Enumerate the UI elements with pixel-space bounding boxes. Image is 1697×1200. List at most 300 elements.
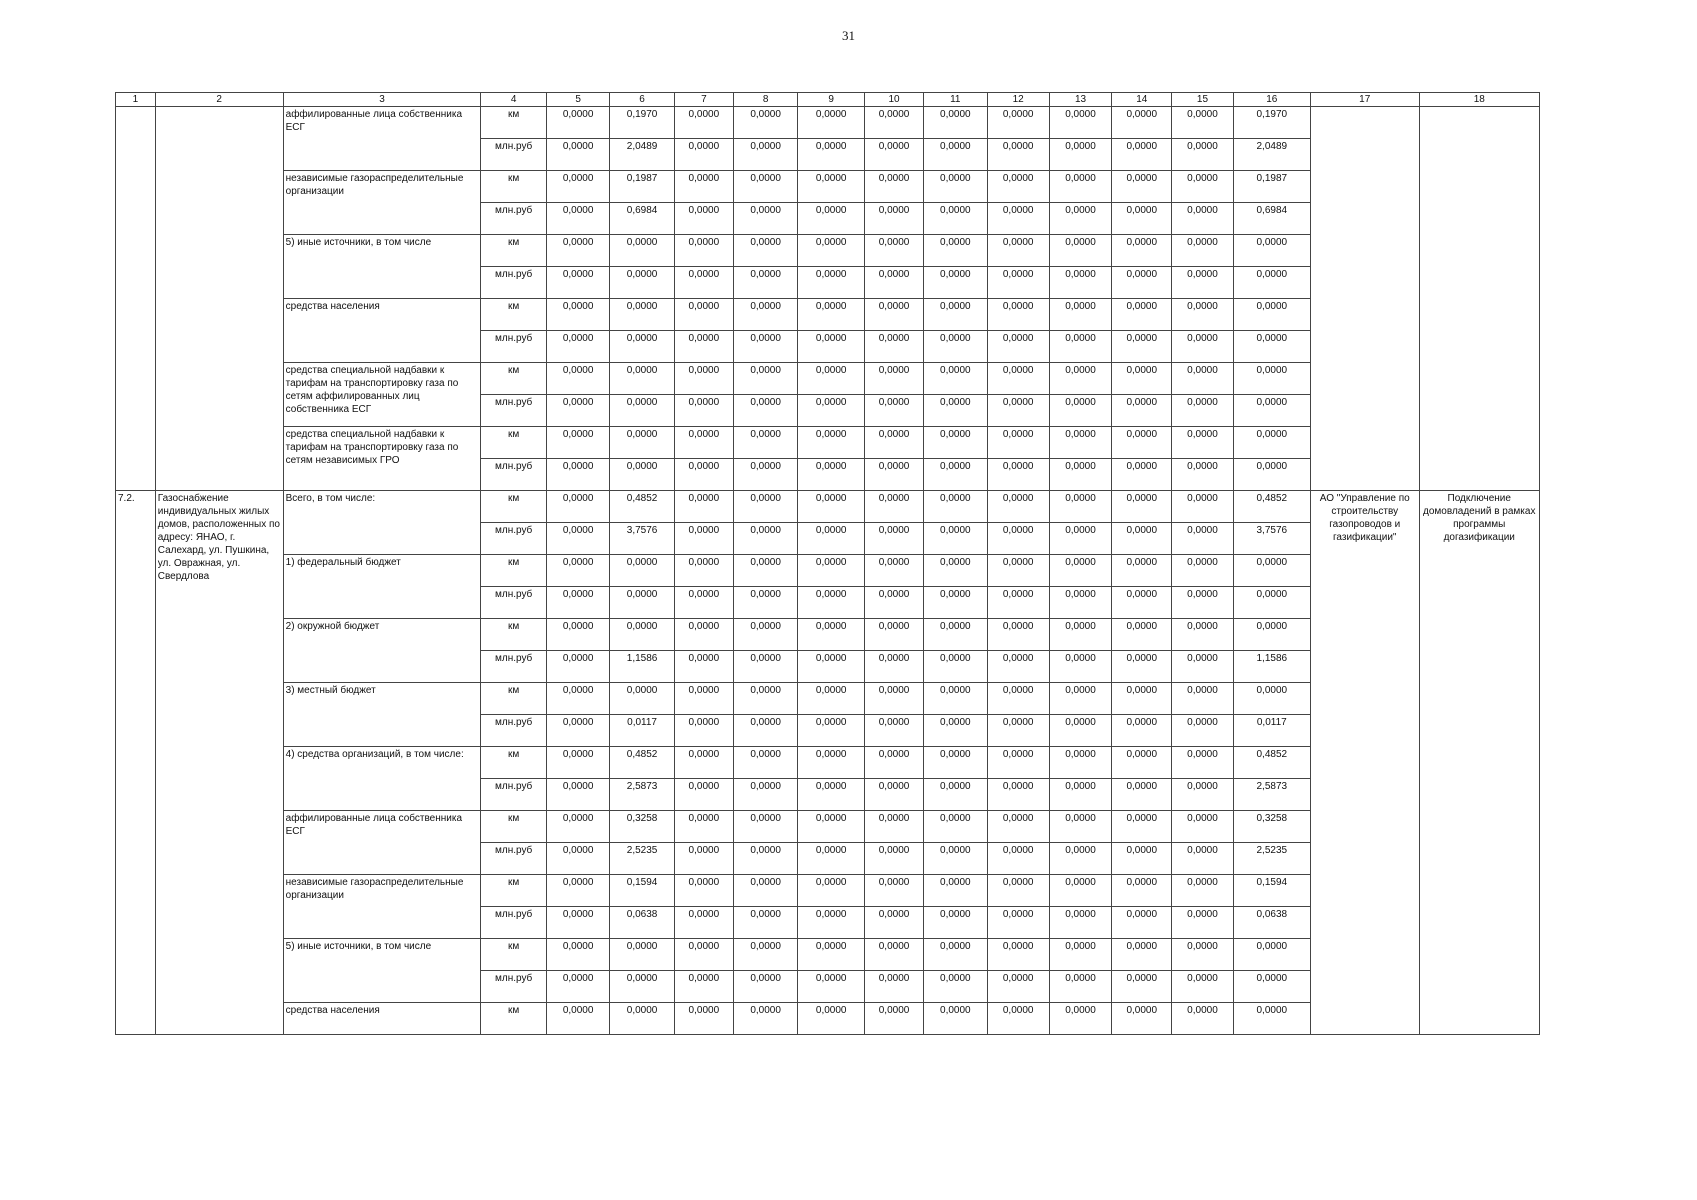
- value-cell: 0,0000: [733, 331, 797, 363]
- value-cell: 0,0000: [1049, 331, 1111, 363]
- value-cell: 0,0000: [865, 427, 924, 459]
- value-cell: 0,0000: [674, 363, 733, 395]
- value-cell: 0,0000: [1112, 619, 1172, 651]
- value-cell: 0,0000: [798, 1003, 865, 1035]
- value-cell: 0,0000: [924, 683, 987, 715]
- value-cell: 0,0000: [865, 459, 924, 491]
- value-cell: 0,0000: [610, 619, 674, 651]
- value-cell: 0,0117: [610, 715, 674, 747]
- value-cell: 0,0000: [798, 939, 865, 971]
- value-cell: 0,0000: [610, 459, 674, 491]
- value-cell: 0,0000: [987, 235, 1049, 267]
- value-cell: 0,0000: [610, 235, 674, 267]
- value-cell: 0,0000: [674, 971, 733, 1003]
- value-cell: 0,0000: [1112, 139, 1172, 171]
- executor-cell: [1310, 107, 1419, 491]
- value-cell: 0,1970: [610, 107, 674, 139]
- value-cell: 0,0000: [546, 299, 609, 331]
- value-cell: 0,0000: [798, 459, 865, 491]
- value-cell: 0,0000: [987, 843, 1049, 875]
- value-cell: 0,0000: [546, 1003, 609, 1035]
- value-cell: 0,0000: [1233, 267, 1310, 299]
- value-cell: 0,0000: [546, 811, 609, 843]
- value-cell: 0,6984: [610, 203, 674, 235]
- value-cell: 0,0000: [674, 875, 733, 907]
- table-row: [116, 491, 1540, 523]
- value-cell: 0,0000: [798, 331, 865, 363]
- value-cell: 0,0000: [1112, 203, 1172, 235]
- value-cell: 0,0000: [610, 331, 674, 363]
- value-cell: 0,0000: [1172, 427, 1233, 459]
- value-cell: 0,0000: [546, 331, 609, 363]
- value-cell: 0,0000: [1049, 971, 1111, 1003]
- value-cell: 2,5873: [1233, 779, 1310, 811]
- unit-cell: млн.руб: [481, 331, 547, 363]
- value-cell: 0,0000: [674, 555, 733, 587]
- value-cell: 0,0000: [1112, 299, 1172, 331]
- value-cell: 0,0000: [546, 267, 609, 299]
- unit-cell: км: [481, 747, 547, 779]
- value-cell: 0,0000: [1049, 107, 1111, 139]
- value-cell: 0,0000: [733, 683, 797, 715]
- column-header: 3: [283, 93, 481, 107]
- value-cell: 0,0000: [987, 203, 1049, 235]
- unit-cell: км: [481, 811, 547, 843]
- value-cell: 0,0000: [674, 459, 733, 491]
- value-cell: 0,0000: [733, 459, 797, 491]
- value-cell: 0,0000: [865, 1003, 924, 1035]
- value-cell: 0,0000: [610, 971, 674, 1003]
- page-number: 31: [842, 28, 855, 43]
- value-cell: 0,0000: [924, 363, 987, 395]
- value-cell: 0,0000: [1172, 651, 1233, 683]
- value-cell: 0,0000: [610, 555, 674, 587]
- value-cell: 0,0000: [987, 139, 1049, 171]
- unit-cell: км: [481, 939, 547, 971]
- value-cell: 0,0000: [674, 747, 733, 779]
- unit-cell: млн.руб: [481, 907, 547, 939]
- value-cell: 0,0000: [1112, 1003, 1172, 1035]
- funding-source-label: средства населения: [283, 299, 481, 363]
- value-cell: 0,0000: [733, 235, 797, 267]
- unit-cell: млн.руб: [481, 587, 547, 619]
- value-cell: 0,1970: [1233, 107, 1310, 139]
- value-cell: 0,0000: [1172, 683, 1233, 715]
- value-cell: 0,4852: [610, 747, 674, 779]
- value-cell: 0,0638: [610, 907, 674, 939]
- value-cell: 0,0000: [733, 427, 797, 459]
- value-cell: 0,0000: [987, 491, 1049, 523]
- value-cell: 0,0000: [865, 715, 924, 747]
- value-cell: 0,0000: [798, 523, 865, 555]
- value-cell: 0,0000: [674, 939, 733, 971]
- value-cell: 0,0000: [1112, 459, 1172, 491]
- funding-source-label: независимые газораспределительные организации: [283, 171, 481, 235]
- column-header: 18: [1419, 93, 1540, 107]
- funding-source-label: 4) средства организаций, в том числе:: [283, 747, 481, 811]
- value-cell: 0,0000: [1233, 395, 1310, 427]
- value-cell: 0,0000: [1233, 683, 1310, 715]
- value-cell: 0,0000: [865, 267, 924, 299]
- unit-cell: млн.руб: [481, 523, 547, 555]
- value-cell: 0,0000: [674, 843, 733, 875]
- value-cell: 2,5873: [610, 779, 674, 811]
- value-cell: 0,0000: [798, 811, 865, 843]
- value-cell: 0,0000: [546, 171, 609, 203]
- value-cell: 0,0000: [546, 107, 609, 139]
- value-cell: 0,0000: [733, 907, 797, 939]
- value-cell: 0,0000: [865, 363, 924, 395]
- value-cell: 0,0000: [1049, 1003, 1111, 1035]
- value-cell: 0,0000: [1112, 523, 1172, 555]
- value-cell: 1,1586: [1233, 651, 1310, 683]
- value-cell: 0,0000: [1112, 267, 1172, 299]
- value-cell: 0,0000: [733, 139, 797, 171]
- value-cell: 0,0000: [1172, 555, 1233, 587]
- value-cell: 0,0000: [798, 203, 865, 235]
- unit-cell: млн.руб: [481, 843, 547, 875]
- value-cell: 0,0000: [924, 459, 987, 491]
- unit-cell: млн.руб: [481, 715, 547, 747]
- unit-cell: км: [481, 107, 547, 139]
- funding-source-label: средства специальной надбавки к тарифам на транспортировку газа по сетям независимых ГРО: [283, 427, 481, 491]
- value-cell: 0,0000: [924, 427, 987, 459]
- value-cell: 0,0000: [1233, 971, 1310, 1003]
- value-cell: 0,0000: [1049, 363, 1111, 395]
- value-cell: 0,0000: [1049, 651, 1111, 683]
- value-cell: 0,0000: [546, 875, 609, 907]
- value-cell: 0,0000: [865, 683, 924, 715]
- value-cell: 0,0117: [1233, 715, 1310, 747]
- column-header: 5: [546, 93, 609, 107]
- value-cell: 0,0000: [924, 171, 987, 203]
- value-cell: 0,0000: [1112, 363, 1172, 395]
- value-cell: 0,0000: [924, 203, 987, 235]
- value-cell: 0,0000: [924, 651, 987, 683]
- value-cell: 2,5235: [1233, 843, 1310, 875]
- row-number-cell: 7.2.: [116, 491, 156, 1035]
- unit-cell: км: [481, 619, 547, 651]
- value-cell: 0,0000: [733, 779, 797, 811]
- value-cell: 0,0000: [610, 395, 674, 427]
- column-header: 9: [798, 93, 865, 107]
- value-cell: 0,0000: [546, 555, 609, 587]
- value-cell: 0,0000: [865, 907, 924, 939]
- value-cell: 0,0000: [610, 267, 674, 299]
- value-cell: 0,0000: [924, 299, 987, 331]
- value-cell: 0,0000: [1172, 139, 1233, 171]
- funding-source-label: 1) федеральный бюджет: [283, 555, 481, 619]
- value-cell: 0,0000: [865, 139, 924, 171]
- value-cell: 0,0000: [924, 139, 987, 171]
- funding-source-label: независимые газораспределительные организации: [283, 875, 481, 939]
- value-cell: 0,0000: [987, 907, 1049, 939]
- value-cell: 0,0000: [610, 363, 674, 395]
- value-cell: 0,0000: [733, 619, 797, 651]
- value-cell: 0,0000: [546, 907, 609, 939]
- value-cell: 0,0000: [1233, 619, 1310, 651]
- value-cell: 0,0000: [865, 331, 924, 363]
- value-cell: 0,0000: [1233, 363, 1310, 395]
- value-cell: 0,0000: [1112, 843, 1172, 875]
- value-cell: 0,0000: [987, 427, 1049, 459]
- value-cell: 0,0000: [798, 619, 865, 651]
- value-cell: 0,0000: [924, 1003, 987, 1035]
- value-cell: 0,0000: [987, 523, 1049, 555]
- value-cell: 0,0000: [733, 523, 797, 555]
- value-cell: 0,0000: [546, 587, 609, 619]
- value-cell: 0,0000: [674, 491, 733, 523]
- value-cell: 0,0000: [674, 107, 733, 139]
- value-cell: 0,0000: [1172, 747, 1233, 779]
- value-cell: 0,0000: [1112, 747, 1172, 779]
- value-cell: 0,0000: [1172, 491, 1233, 523]
- value-cell: 0,0000: [865, 555, 924, 587]
- value-cell: 0,0000: [798, 587, 865, 619]
- value-cell: 0,0000: [924, 555, 987, 587]
- value-cell: 0,0000: [987, 299, 1049, 331]
- value-cell: 0,0000: [987, 971, 1049, 1003]
- value-cell: 0,0000: [865, 235, 924, 267]
- value-cell: 0,0000: [1172, 299, 1233, 331]
- value-cell: 0,0000: [1112, 235, 1172, 267]
- value-cell: 0,0000: [865, 107, 924, 139]
- value-cell: 0,0000: [1172, 939, 1233, 971]
- value-cell: 2,5235: [610, 843, 674, 875]
- column-header: 6: [610, 93, 674, 107]
- value-cell: 0,0000: [546, 427, 609, 459]
- value-cell: 0,0000: [798, 235, 865, 267]
- unit-cell: км: [481, 363, 547, 395]
- value-cell: 0,4852: [610, 491, 674, 523]
- column-header: 17: [1310, 93, 1419, 107]
- value-cell: 0,0000: [546, 843, 609, 875]
- value-cell: 0,0000: [733, 939, 797, 971]
- value-cell: 0,0000: [1172, 587, 1233, 619]
- unit-cell: млн.руб: [481, 139, 547, 171]
- value-cell: 0,0000: [987, 875, 1049, 907]
- value-cell: 0,0000: [798, 299, 865, 331]
- value-cell: 0,0000: [733, 811, 797, 843]
- value-cell: 0,0000: [987, 779, 1049, 811]
- value-cell: 0,0000: [987, 555, 1049, 587]
- value-cell: 0,0000: [798, 107, 865, 139]
- value-cell: 0,0000: [674, 715, 733, 747]
- value-cell: 0,0000: [1233, 459, 1310, 491]
- value-cell: 0,0000: [1049, 427, 1111, 459]
- value-cell: 0,0000: [798, 427, 865, 459]
- object-name-cell: [155, 107, 283, 491]
- value-cell: 0,0000: [674, 907, 733, 939]
- value-cell: 0,0000: [987, 683, 1049, 715]
- value-cell: 0,0000: [546, 747, 609, 779]
- value-cell: 0,0000: [1172, 843, 1233, 875]
- value-cell: 0,0000: [733, 587, 797, 619]
- value-cell: 0,0000: [1049, 747, 1111, 779]
- value-cell: 0,0000: [924, 875, 987, 907]
- value-cell: 0,0000: [546, 651, 609, 683]
- object-name-cell: Газоснабжение индивидуальных жилых домов, расположенных по адресу: ЯНАО, г. Салехард, ул. Пушкина, ул. Овражная, ул. Свердлова: [155, 491, 283, 1035]
- value-cell: 0,0000: [1172, 875, 1233, 907]
- value-cell: 0,0000: [865, 651, 924, 683]
- value-cell: 0,1594: [1233, 875, 1310, 907]
- value-cell: 0,0000: [924, 779, 987, 811]
- value-cell: 0,0000: [1112, 395, 1172, 427]
- value-cell: 0,0000: [674, 811, 733, 843]
- value-cell: 0,0000: [1233, 587, 1310, 619]
- table-row: [116, 107, 1540, 139]
- value-cell: 0,0000: [610, 587, 674, 619]
- value-cell: 0,0000: [798, 907, 865, 939]
- row-number-cell: [116, 107, 156, 491]
- unit-cell: млн.руб: [481, 203, 547, 235]
- value-cell: 0,1594: [610, 875, 674, 907]
- value-cell: 0,0000: [865, 619, 924, 651]
- value-cell: 0,0000: [674, 171, 733, 203]
- value-cell: 0,0000: [798, 555, 865, 587]
- unit-cell: км: [481, 683, 547, 715]
- value-cell: 0,0000: [733, 203, 797, 235]
- value-cell: 0,0000: [987, 267, 1049, 299]
- value-cell: 0,0000: [798, 779, 865, 811]
- value-cell: 0,0000: [987, 459, 1049, 491]
- value-cell: 0,0000: [865, 939, 924, 971]
- column-header: 2: [155, 93, 283, 107]
- value-cell: 0,0000: [674, 395, 733, 427]
- value-cell: 0,0000: [987, 939, 1049, 971]
- column-header: 16: [1233, 93, 1310, 107]
- value-cell: 0,0000: [1049, 299, 1111, 331]
- value-cell: 0,0000: [1172, 171, 1233, 203]
- value-cell: 0,0000: [546, 491, 609, 523]
- value-cell: 0,0000: [924, 331, 987, 363]
- value-cell: 0,0000: [1172, 971, 1233, 1003]
- value-cell: 0,0000: [733, 747, 797, 779]
- unit-cell: млн.руб: [481, 971, 547, 1003]
- value-cell: 0,0000: [798, 715, 865, 747]
- value-cell: 0,0000: [798, 395, 865, 427]
- value-cell: 0,0000: [865, 875, 924, 907]
- value-cell: 0,0000: [1172, 203, 1233, 235]
- value-cell: 0,0000: [987, 587, 1049, 619]
- value-cell: 0,0000: [924, 747, 987, 779]
- column-header: 7: [674, 93, 733, 107]
- value-cell: 0,4852: [1233, 747, 1310, 779]
- value-cell: 0,0000: [733, 395, 797, 427]
- value-cell: 0,0000: [1112, 971, 1172, 1003]
- investment-table: [115, 92, 1540, 1035]
- value-cell: 0,0000: [1172, 523, 1233, 555]
- value-cell: 0,0000: [1112, 683, 1172, 715]
- value-cell: 0,0000: [865, 587, 924, 619]
- value-cell: 0,0000: [546, 363, 609, 395]
- value-cell: 0,0000: [546, 683, 609, 715]
- value-cell: 2,0489: [1233, 139, 1310, 171]
- value-cell: 0,3258: [1233, 811, 1310, 843]
- funding-source-label: 5) иные источники, в том числе: [283, 939, 481, 1003]
- value-cell: 0,0000: [1112, 587, 1172, 619]
- value-cell: 0,0000: [798, 171, 865, 203]
- unit-cell: млн.руб: [481, 459, 547, 491]
- value-cell: 0,0000: [1049, 395, 1111, 427]
- unit-cell: км: [481, 1003, 547, 1035]
- value-cell: 0,0000: [1233, 555, 1310, 587]
- value-cell: 0,0000: [546, 971, 609, 1003]
- value-cell: 0,0000: [1049, 715, 1111, 747]
- value-cell: 0,0000: [987, 619, 1049, 651]
- value-cell: 0,0000: [1112, 427, 1172, 459]
- column-header: 11: [924, 93, 987, 107]
- value-cell: 0,0000: [733, 555, 797, 587]
- value-cell: 0,0000: [733, 715, 797, 747]
- value-cell: 0,0000: [987, 715, 1049, 747]
- value-cell: 0,0000: [674, 587, 733, 619]
- funding-source-label: 2) окружной бюджет: [283, 619, 481, 683]
- value-cell: 0,0000: [987, 107, 1049, 139]
- value-cell: 0,0000: [733, 363, 797, 395]
- value-cell: 0,0000: [865, 491, 924, 523]
- executor-cell: АО "Управление по строительству газопроводов и газификации": [1310, 491, 1419, 1035]
- value-cell: 0,0000: [1112, 331, 1172, 363]
- value-cell: 0,0000: [798, 267, 865, 299]
- value-cell: 0,0000: [1049, 811, 1111, 843]
- value-cell: 0,0000: [1172, 267, 1233, 299]
- value-cell: 0,0000: [987, 171, 1049, 203]
- unit-cell: км: [481, 555, 547, 587]
- value-cell: 0,0000: [924, 907, 987, 939]
- value-cell: 0,0000: [674, 619, 733, 651]
- value-cell: 0,0000: [1172, 331, 1233, 363]
- value-cell: 0,0000: [1172, 459, 1233, 491]
- value-cell: 0,0000: [1049, 523, 1111, 555]
- value-cell: 0,0000: [546, 459, 609, 491]
- value-cell: 0,0000: [924, 811, 987, 843]
- unit-cell: млн.руб: [481, 651, 547, 683]
- value-cell: 0,0000: [674, 331, 733, 363]
- value-cell: 0,0000: [1233, 427, 1310, 459]
- value-cell: 0,0000: [733, 875, 797, 907]
- value-cell: 0,0000: [1049, 907, 1111, 939]
- value-cell: 0,0000: [674, 203, 733, 235]
- unit-cell: км: [481, 491, 547, 523]
- value-cell: 0,0000: [987, 651, 1049, 683]
- value-cell: 0,0000: [1172, 619, 1233, 651]
- column-header: 14: [1112, 93, 1172, 107]
- value-cell: 0,0000: [987, 811, 1049, 843]
- value-cell: 0,0000: [1112, 555, 1172, 587]
- value-cell: 0,0000: [924, 107, 987, 139]
- funding-source-label: 5) иные источники, в том числе: [283, 235, 481, 299]
- value-cell: 0,0000: [865, 171, 924, 203]
- column-header: 1: [116, 93, 156, 107]
- value-cell: 0,0000: [987, 363, 1049, 395]
- value-cell: 0,0000: [674, 651, 733, 683]
- value-cell: 0,0000: [610, 427, 674, 459]
- purpose-cell: Подключение домовладений в рамках программы догазификации: [1419, 491, 1540, 1035]
- value-cell: 0,0000: [546, 203, 609, 235]
- value-cell: 0,0000: [987, 747, 1049, 779]
- unit-cell: км: [481, 299, 547, 331]
- value-cell: 0,0000: [1112, 171, 1172, 203]
- unit-cell: км: [481, 171, 547, 203]
- value-cell: 0,0000: [1172, 363, 1233, 395]
- value-cell: 0,0000: [865, 523, 924, 555]
- value-cell: 0,0000: [546, 779, 609, 811]
- value-cell: 0,0000: [1112, 875, 1172, 907]
- value-cell: 0,0000: [924, 235, 987, 267]
- value-cell: 0,0000: [546, 395, 609, 427]
- value-cell: 0,0000: [1172, 779, 1233, 811]
